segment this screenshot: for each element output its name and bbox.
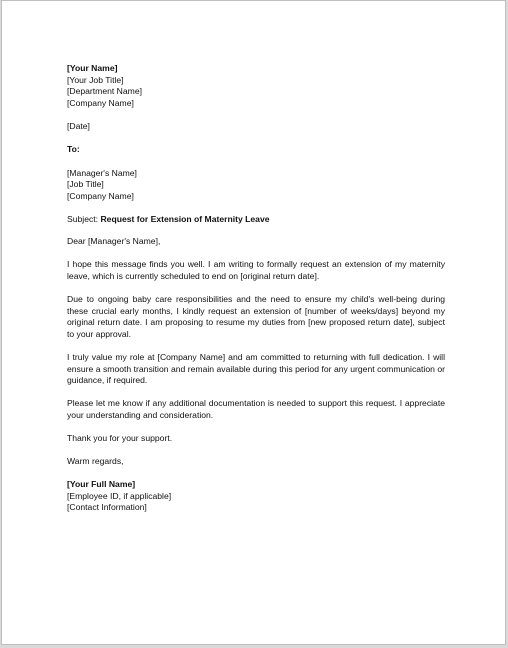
paragraph: I truly value my role at [Company Name] and am committed to returning with full dedication. I will ensure a smooth transition and remain available during this period for any urgent communication or guidance, if required. xyxy=(67,352,445,386)
subject-text: Request for Extension of Maternity Leave xyxy=(100,213,270,224)
spacer xyxy=(67,283,445,295)
spacer xyxy=(67,133,445,145)
spacer xyxy=(67,109,445,121)
sender-name: [Your Name] xyxy=(67,63,118,73)
spacer xyxy=(67,156,445,168)
subject-line xyxy=(67,214,445,226)
spacer xyxy=(67,445,445,457)
document-page xyxy=(1,0,506,645)
salutation: Dear [Manager's Name], xyxy=(67,236,161,247)
recipient-manager-name: [Manager's Name] xyxy=(67,167,137,178)
subject-label: Subject: xyxy=(67,213,101,224)
letter-body xyxy=(67,63,445,514)
sender-department: [Department Name] xyxy=(67,86,142,97)
spacer xyxy=(67,422,445,434)
recipient-company: [Company Name] xyxy=(67,190,134,201)
spacer xyxy=(67,202,445,213)
sender-job-title: [Your Job Title] xyxy=(67,74,124,85)
to-label: To: xyxy=(67,144,80,155)
paragraph: Due to ongoing baby care responsibilities and the need to ensure my child's well-being during these crucial early months, I kindly request an extension of [number of weeks/days] beyond my original return date. I am proposing to resume my duties from [new proposed return date], subject to your approval. xyxy=(67,294,445,339)
spacer xyxy=(67,387,445,399)
paragraph: I hope this message finds you well. I am writing to formally request an extension of my maternity leave, which is currently scheduled to end on [original return date]. xyxy=(67,259,445,282)
recipient-job-title: [Job Title] xyxy=(67,179,104,190)
spacer xyxy=(67,248,445,260)
sender-company: [Company Name] xyxy=(67,97,134,108)
signature-contact: [Contact Information] xyxy=(67,502,147,513)
spacer xyxy=(67,341,445,353)
signature-full-name: [Your Full Name] xyxy=(67,479,136,490)
spacer xyxy=(67,468,445,480)
paragraph: Please let me know if any additional documentation is needed to support this request. I appreciate your understanding and consideration. xyxy=(67,398,445,420)
closing: Warm regards, xyxy=(67,456,124,467)
letter-date: [Date] xyxy=(67,121,90,132)
paragraph: Thank you for your support. xyxy=(67,433,173,443)
signature-employee-id: [Employee ID, if applicable] xyxy=(67,490,172,501)
spacer xyxy=(67,225,445,236)
